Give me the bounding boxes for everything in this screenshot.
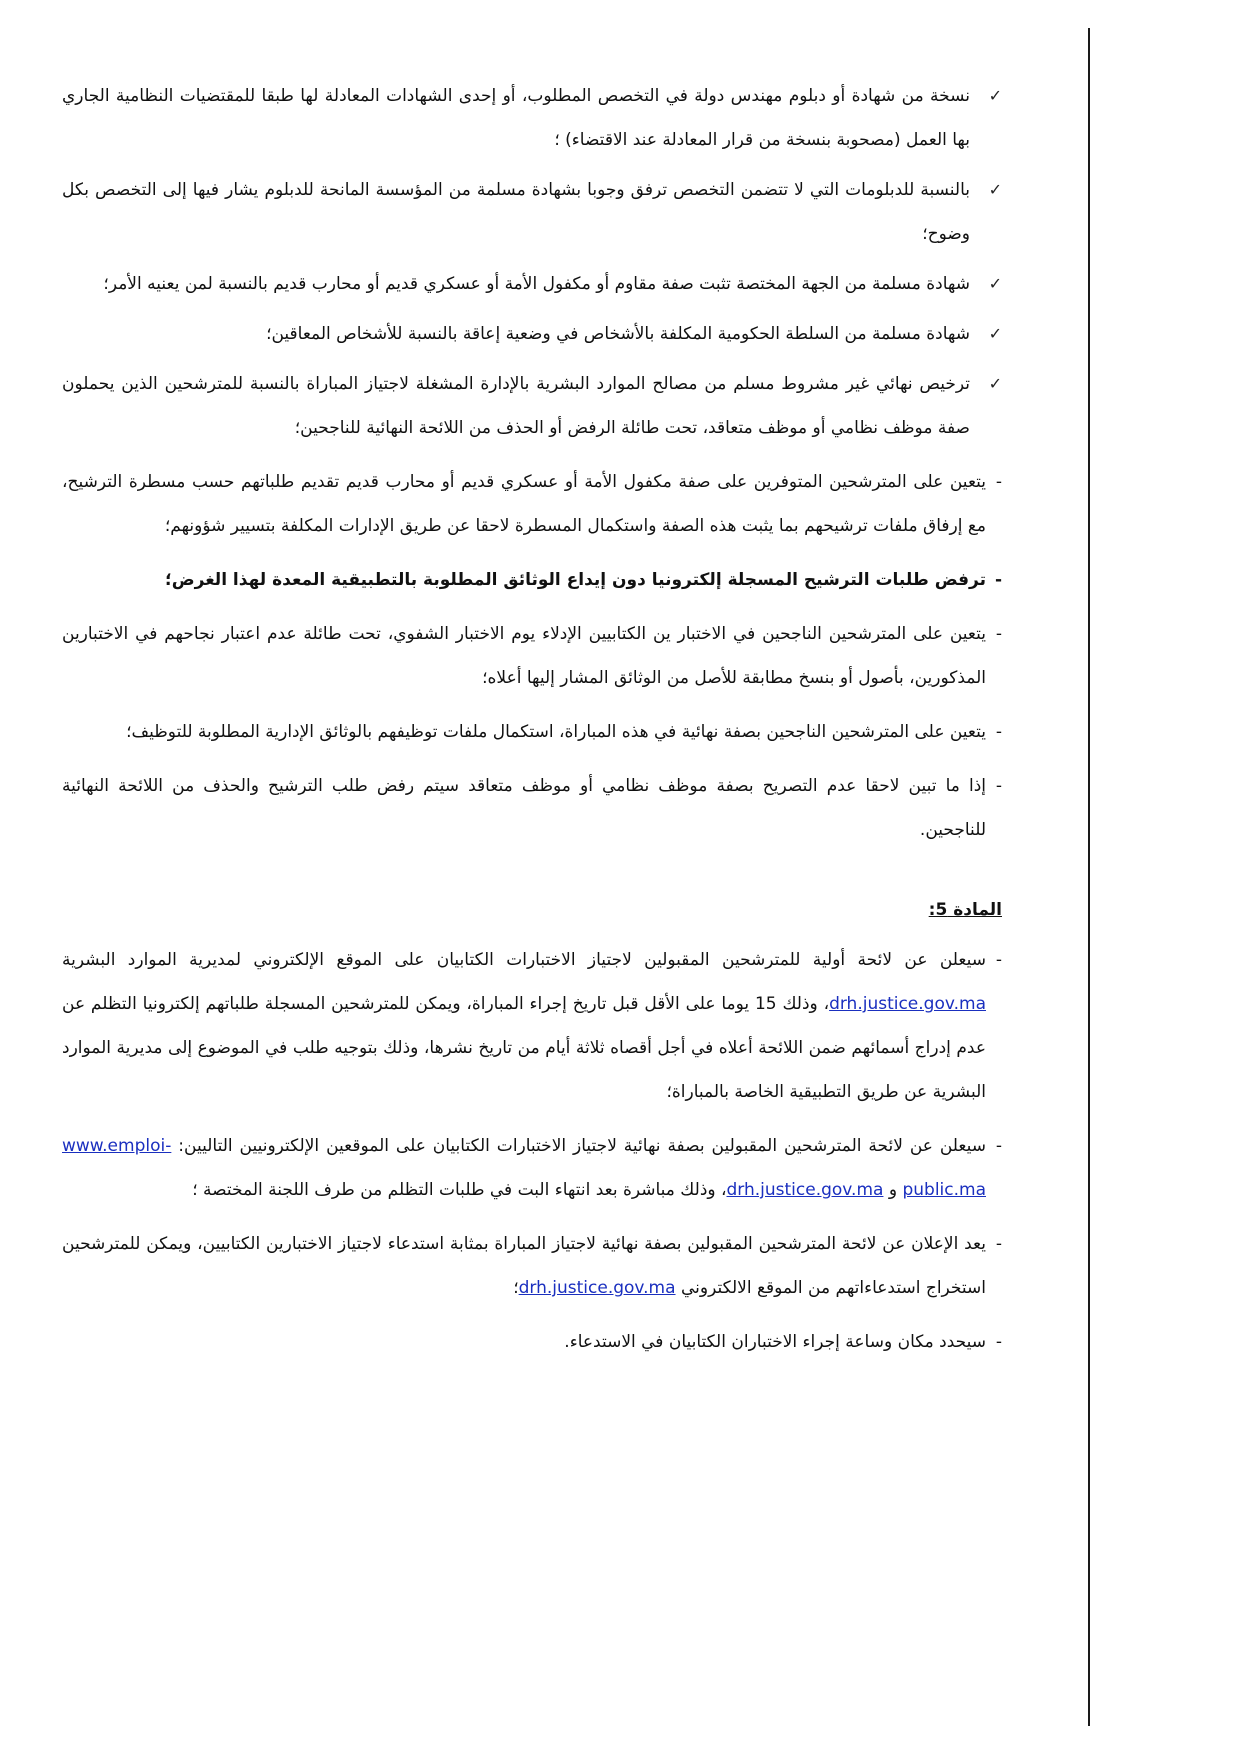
vertical-margin-rule xyxy=(1088,28,1090,1726)
note-item: - يتعين على المترشحين الناجحين في الاختبار ين الكتابيين الإدلاء يوم الاختبار الشفوي، تحت طائلة عدم اعتبار نجاحهم في الاختبارين المذكورين، بأصول أو بنسخ مطابقة للأصل من الوثائق المشار إليها أعلاه؛ xyxy=(62,612,1002,700)
article-5-heading: المادة 5: xyxy=(928,900,1002,920)
checklist-item: ✓ بالنسبة للدبلومات التي لا تتضمن التخصص ترفق وجوبا بشهادة مسلمة من المؤسسة المانحة للدبلوم يشار فيها إلى التخصص بكل وضوح؛ xyxy=(62,168,1002,256)
note-item-bold: - ترفض طلبات الترشيح المسجلة إلكترونيا دون إيداع الوثائق المطلوبة بالتطبيقية المعدة لهذا الغرض؛ xyxy=(62,558,1002,602)
drh-justice-link[interactable]: drh.justice.gov.ma xyxy=(518,1278,676,1298)
drh-justice-link[interactable]: drh.justice.gov.ma xyxy=(829,994,986,1014)
article-5-paragraph-3: - يعد الإعلان عن لائحة المترشحين المقبولين بصفة نهائية لاجتياز المباراة بمثابة استدعاء لاجتياز الاختبارين الكتابيين، ويمكن للمترشحين استخراج استدعاءاتهم من الموقع الالكتروني drh.justice.gov.ma؛ xyxy=(62,1222,1002,1310)
note-item: - يتعين على المترشحين الناجحين بصفة نهائية في هذه المباراة، استكمال ملفات توظيفهم بالوثائق الإدارية المطلوبة للتوظيف؛ xyxy=(62,710,1002,754)
article-5-paragraph-4: - سيحدد مكان وساعة إجراء الاختباران الكتابيان في الاستدعاء. xyxy=(62,1320,1002,1364)
checklist-item: ✓ نسخة من شهادة أو دبلوم مهندس دولة في التخصص المطلوب، أو إحدى الشهادات المعادلة لها طبقا للمقتضيات النظامية الجاري بها العمل (مصحوبة بنسخة من قرار المعادلة عند الاقتضاء) ؛ xyxy=(62,74,1002,162)
checklist-item: ✓ شهادة مسلمة من السلطة الحكومية المكلفة بالأشخاص في وضعية إعاقة بالنسبة للأشخاص المعاقين؛ xyxy=(62,312,1002,356)
checklist-item: ✓ شهادة مسلمة من الجهة المختصة تثبت صفة مقاوم أو مكفول الأمة أو عسكري قديم أو محارب قديم بالنسبة لمن يعنيه الأمر؛ xyxy=(62,262,1002,306)
document-body xyxy=(62,74,1002,1370)
note-item: - إذا ما تبين لاحقا عدم التصريح بصفة موظف نظامي أو موظف متعاقد سيتم رفض طلب الترشيح والحذف من اللائحة النهائية للناجحين. xyxy=(62,764,1002,852)
note-item: - يتعين على المترشحين المتوفرين على صفة مكفول الأمة أو عسكري قديم أو محارب قديم تقديم طلباتهم حسب مسطرة الترشيح، مع إرفاق ملفات ترشيحهم بما يثبت هذه الصفة واستكمال المسطرة لاحقا عن طريق الإدارات المكلفة بتسيير شؤونهم؛ xyxy=(62,460,1002,548)
drh-justice-link[interactable]: drh.justice.gov.ma xyxy=(726,1180,884,1200)
emploi-public-link[interactable]: www.emploi-public.ma xyxy=(62,1136,986,1200)
article-5-paragraph-2: - سيعلن عن لائحة المترشحين المقبولين بصفة نهائية لاجتياز الاختبارات الكتابيان على الموقعين الإلكترونيين التاليين: www.emploi-public.ma و drh.justice.gov.ma، وذلك مباشرة بعد انتهاء البت في طلبات التظلم من طرف اللجنة المختصة ؛ xyxy=(62,1124,1002,1212)
checklist-item: ✓ ترخيص نهائي غير مشروط مسلم من مصالح الموارد البشرية بالإدارة المشغلة لاجتياز المباراة بالنسبة للمترشحين الذين يحملون صفة موظف نظامي أو موظف متعاقد، تحت طائلة الرفض أو الحذف من اللائحة النهائية للناجحين؛ xyxy=(62,362,1002,450)
article-5-paragraph-1: - سيعلن عن لائحة أولية للمترشحين المقبولين لاجتياز الاختبارات الكتابيان على الموقع الإلكتروني لمديرية الموارد البشرية drh.justice.gov.ma، وذلك 15 يوما على الأقل قبل تاريخ إجراء المباراة، ويمكن للمترشحين المسجلة طلباتهم إلكترونيا التظلم عن عدم إدراج أسمائهم ضمن اللائحة أعلاه في أجل أقصاه ثلاثة أيام من تاريخ نشرها، وذلك بتوجيه طلب في الموضوع إلى مديرية الموارد البشرية عن طريق التطبيقية الخاصة بالمباراة؛ xyxy=(62,938,1002,1114)
